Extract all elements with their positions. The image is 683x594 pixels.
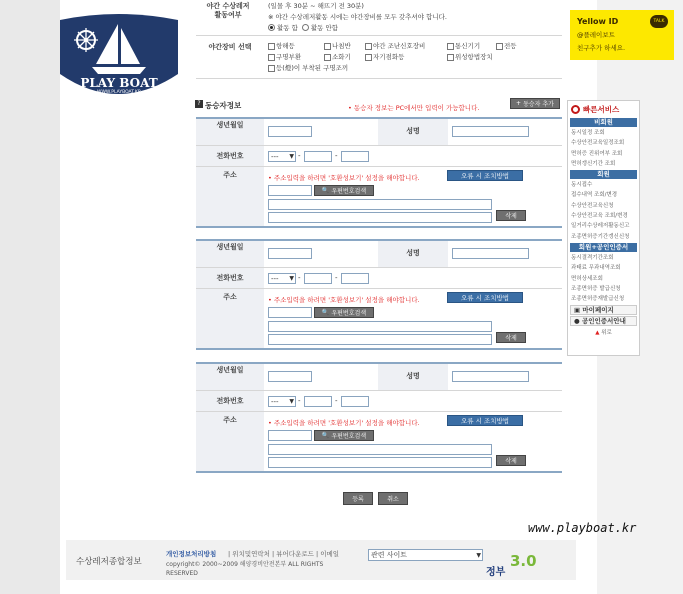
kakao-yellow-id-banner[interactable] [570,10,674,60]
quick-link[interactable]: 조종면허증 발급신청 [571,285,621,292]
error-help-button[interactable]: 오류 시 조치방법 [447,415,523,426]
equip-item[interactable] [268,41,295,50]
zip-search-button[interactable] [314,185,374,196]
add-companion-button[interactable] [510,98,560,109]
zip-label: 우편번호검색 [331,188,367,195]
checkbox[interactable] [447,43,454,50]
plus-icon: + [516,100,522,107]
logo-text: PLAY BOAT [80,76,158,90]
select-value: --- [271,152,279,161]
birth-label: 생년월일 [216,121,244,129]
checkbox[interactable] [365,43,372,50]
quick-link[interactable]: 면허상세조회 [571,275,603,282]
equip-item[interactable] [365,41,425,50]
equip-label-text: 구명부환 [276,53,302,61]
footer [66,540,576,580]
select-value: --- [271,397,279,406]
yellow-title: Yellow ID [577,17,619,26]
address-line1-input[interactable] [268,444,492,455]
phone-label: 전화번호 [216,274,244,282]
zip-search-button[interactable] [314,307,374,318]
dash: - [298,397,301,405]
name-label: 성명 [406,249,420,257]
birth-input[interactable] [268,248,312,259]
equipment-checkboxes [268,41,558,75]
register-button[interactable]: 등록 [343,492,373,505]
related-label: 관련 사이트 [371,551,408,559]
yellow-id: @플레이보트 [577,31,615,39]
quick-link[interactable]: 면허갱신기간 조회 [571,160,616,167]
birth-label: 생년월일 [216,366,244,374]
birth-input[interactable] [268,371,312,382]
footer-links[interactable]: | 위치및연락처 | 뷰어다운로드 | 이메일 [228,550,340,558]
address-note: • 주소입력을 하려면 '호환성보기' 설정을 해야합니다. [268,296,420,304]
scroll-top-link[interactable]: ▲ 위로 [595,330,612,337]
dash: - [298,152,301,160]
equip-label-text: 위성항법장치 [455,53,493,61]
chevron-down-icon: ▼ [289,275,294,282]
night-activity-label: 야간 수상레저 활동여부 [206,2,250,19]
dash: - [335,274,338,282]
birth-label: 생년월일 [216,243,244,251]
checkbox[interactable] [268,43,275,50]
equip-item[interactable] [447,52,493,61]
mypage-link[interactable] [570,305,637,315]
zip-input[interactable] [268,430,312,441]
zip-label: 우편번호검색 [331,433,367,440]
quick-link[interactable]: 접수내역 조회/변경 [571,192,618,199]
address-line1-input[interactable] [268,321,492,332]
quick-link[interactable]: 동시일정 조회 [571,130,605,136]
error-help-button[interactable]: 오류 시 조치방법 [447,292,523,303]
zip-search-button[interactable] [314,430,374,441]
talk-icon: TALK [650,15,668,28]
checkbox[interactable] [268,65,275,72]
cancel-button[interactable]: 취소 [378,492,408,505]
address-label: 주소 [223,416,237,424]
equip-label-text: 등(燈)이 부착된 구명조끼 [276,64,349,72]
select-value: --- [271,274,279,283]
phone-mid-input[interactable] [304,273,332,284]
phone-last-input[interactable] [341,273,369,284]
phone-prefix-select[interactable] [268,151,296,162]
address-line2-input[interactable] [268,212,492,223]
checkbox[interactable] [365,54,372,61]
equip-item[interactable] [268,52,301,61]
radio-no-label: 활동 안함 [310,24,339,32]
night-time: (일몰 후 30분 ~ 해뜨기 전 30분) [268,2,364,10]
address-note: • 주소입력을 하려면 '호환성보기' 설정을 해야합니다. [268,419,420,427]
address-line2-input[interactable] [268,334,492,345]
dash: - [335,152,338,160]
logo-url: WWW.PLAYBOAT.KR [97,90,141,95]
checkbox[interactable] [324,54,331,61]
equip-item[interactable] [447,41,480,50]
name-label: 성명 [406,372,420,380]
phone-label: 전화번호 [216,152,244,160]
quick-section-header: 회원+공인인증서 [570,243,637,252]
certificate-guide-link[interactable] [570,316,637,326]
chevron-down-icon: ▼ [289,398,294,405]
quick-link[interactable]: 동시결격기간조회 [571,254,614,261]
quick-link[interactable]: 조종면허증재발급신청 [571,296,625,303]
quick-link[interactable]: 수상안전교육일정조회 [571,140,625,147]
quick-section-header: 회원 [570,170,637,179]
equip-label-text: 항해등 [276,42,295,50]
quick-link[interactable]: 일거리수상레저활동신고 [571,223,630,230]
radio-yes-label: 활동 함 [277,24,298,32]
checkbox[interactable] [447,54,454,61]
chevron-down-icon: ▼ [476,551,481,559]
phone-last-input[interactable] [341,396,369,407]
quick-link[interactable]: 면허증 진위여부 조회 [571,150,623,157]
quick-service-panel [567,100,640,356]
equip-label-text: 야간 조난신호장비 [373,42,426,50]
address-note: • 주소입력을 하려면 '호환성보기' 설정을 해야합니다. [268,174,420,182]
equip-item[interactable] [268,63,348,72]
error-help-button[interactable]: 오류 시 조치방법 [447,170,523,181]
checkbox[interactable] [268,54,275,61]
section-title: 동승자정보 [205,101,242,110]
quick-link[interactable]: 조종면허증기간갱신신청 [571,233,630,240]
quick-link[interactable]: 과태료 무과내역조회 [571,265,621,272]
birth-input[interactable] [268,126,312,137]
phone-mid-input[interactable] [304,396,332,407]
equip-label: 야간장비 선택 [208,43,252,51]
zip-input[interactable] [268,185,312,196]
name-input[interactable] [452,248,529,259]
delete-companion-button[interactable]: 삭제 [496,455,526,466]
address-label: 주소 [223,171,237,179]
address-line2-input[interactable] [268,457,492,468]
checkbox[interactable] [324,43,331,50]
chevron-down-icon: ▼ [289,153,294,160]
gov-3-logo: 3.0 [510,552,537,570]
equip-item[interactable] [496,41,517,50]
equip-label-text: 통신기기 [455,42,481,50]
yellow-add: 친구추가 하세요. [577,44,626,52]
footer-brand: 수상레저종합정보 [76,557,142,567]
section-warning: • 동승자 정보는 PC에서만 입력이 가능합니다. [348,104,480,112]
quick-service-title: 빠른서비스 [583,105,620,114]
playboat-logo[interactable] [58,14,180,104]
equip-item[interactable] [324,52,351,61]
night-note: ※ 야간 수상레저활동 시에는 야간장비를 모두 갖추셔야 합니다. [268,13,447,21]
address-line1-input[interactable] [268,199,492,210]
equip-label-text: 소화기 [332,53,351,61]
copyright: copyright© 2000~2009 해양경비안전본부 ALL RIGHTS RESERVED [166,561,324,577]
lifebuoy-icon [571,105,580,114]
top-label: 위로 [601,330,612,337]
quick-link[interactable]: 수상안전교육신청 [571,202,614,209]
dash: - [298,274,301,282]
key-icon: ● [574,317,582,326]
question-icon: ? [195,100,203,108]
lock-icon: ▣ [574,306,583,315]
search-icon: 🔍 [321,187,330,194]
dash: - [335,397,338,405]
equip-label-text: 나침반 [332,42,351,50]
search-icon: 🔍 [321,432,330,439]
gov-label: 정부 [486,567,506,578]
equip-item[interactable] [324,41,351,50]
name-input[interactable] [452,371,529,382]
delete-companion-button[interactable]: 삭제 [496,332,526,343]
watermark: www.playboat.kr [528,521,637,535]
phone-prefix-select[interactable] [268,396,296,407]
radio-night-yes[interactable] [268,24,275,31]
quick-section-header: 비회원 [570,118,637,127]
mypage-label: 마이페이지 [582,306,614,315]
zip-input[interactable] [268,307,312,318]
checkbox[interactable] [496,43,503,50]
search-icon: 🔍 [321,309,330,316]
privacy-link[interactable]: 개인정보처리방침 [166,550,217,558]
phone-label: 전화번호 [216,397,244,405]
add-button-label: 동승자 추가 [523,101,554,108]
quick-link[interactable]: 수상안전교육 조회/변경 [571,213,628,220]
equip-label-text: 자기점화등 [373,53,405,61]
name-label: 성명 [406,127,420,135]
quick-link[interactable]: 동시접수 [571,182,593,189]
delete-companion-button[interactable]: 삭제 [496,210,526,221]
zip-label: 우편번호검색 [331,310,367,317]
left-background [0,0,60,594]
name-input[interactable] [452,126,529,137]
phone-mid-input[interactable] [304,151,332,162]
equip-item[interactable] [365,52,404,61]
phone-prefix-select[interactable] [268,273,296,284]
phone-last-input[interactable] [341,151,369,162]
address-label: 주소 [223,293,237,301]
equip-label-text: 전등 [504,42,517,50]
cert-label: 공인인증서안내 [581,317,626,326]
radio-night-no[interactable] [302,24,309,31]
related-sites-select[interactable] [368,549,483,561]
